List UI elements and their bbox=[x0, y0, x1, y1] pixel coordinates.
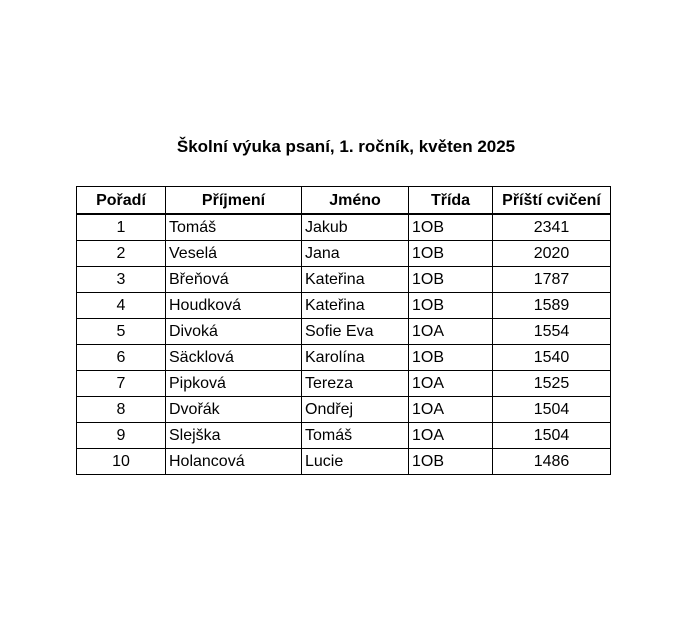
cell-next-exercise: 1589 bbox=[493, 293, 611, 319]
table-row bbox=[77, 423, 611, 449]
cell-surname: Slejška bbox=[166, 423, 302, 449]
cell-order: 8 bbox=[77, 397, 166, 423]
cell-next-exercise: 2341 bbox=[493, 214, 611, 241]
table-row bbox=[77, 319, 611, 345]
cell-surname: Divoká bbox=[166, 319, 302, 345]
cell-class: 1OA bbox=[409, 319, 493, 345]
cell-order: 4 bbox=[77, 293, 166, 319]
cell-class: 1OA bbox=[409, 371, 493, 397]
cell-surname: Säcklová bbox=[166, 345, 302, 371]
cell-first-name: Karolína bbox=[302, 345, 409, 371]
header-next-exercise: Příští cvičení bbox=[493, 187, 611, 215]
cell-order: 2 bbox=[77, 241, 166, 267]
cell-next-exercise: 1540 bbox=[493, 345, 611, 371]
cell-next-exercise: 1504 bbox=[493, 397, 611, 423]
cell-first-name: Jakub bbox=[302, 214, 409, 241]
cell-surname: Dvořák bbox=[166, 397, 302, 423]
table-row bbox=[77, 371, 611, 397]
document-title: Školní výuka psaní, 1. ročník, květen 2025 bbox=[176, 137, 516, 156]
cell-first-name: Lucie bbox=[302, 449, 409, 475]
cell-surname: Holancová bbox=[166, 449, 302, 475]
header-order: Pořadí bbox=[77, 187, 166, 215]
cell-first-name: Sofie Eva bbox=[302, 319, 409, 345]
cell-first-name: Ondřej bbox=[302, 397, 409, 423]
cell-class: 1OB bbox=[409, 267, 493, 293]
cell-class: 1OB bbox=[409, 293, 493, 319]
header-class: Třída bbox=[409, 187, 493, 215]
table-row bbox=[77, 267, 611, 293]
cell-class: 1OB bbox=[409, 214, 493, 241]
cell-first-name: Kateřina bbox=[302, 267, 409, 293]
cell-order: 6 bbox=[77, 345, 166, 371]
table-row bbox=[77, 397, 611, 423]
cell-class: 1OB bbox=[409, 345, 493, 371]
table-row bbox=[77, 345, 611, 371]
cell-class: 1OA bbox=[409, 423, 493, 449]
header-surname: Příjmení bbox=[166, 187, 302, 215]
cell-class: 1OB bbox=[409, 449, 493, 475]
cell-next-exercise: 1554 bbox=[493, 319, 611, 345]
cell-surname: Břeňová bbox=[166, 267, 302, 293]
table-row bbox=[77, 449, 611, 475]
cell-first-name: Kateřina bbox=[302, 293, 409, 319]
cell-order: 10 bbox=[77, 449, 166, 475]
cell-order: 1 bbox=[77, 214, 166, 241]
cell-order: 7 bbox=[77, 371, 166, 397]
cell-class: 1OB bbox=[409, 241, 493, 267]
cell-first-name: Jana bbox=[302, 241, 409, 267]
cell-order: 5 bbox=[77, 319, 166, 345]
cell-next-exercise: 1525 bbox=[493, 371, 611, 397]
table-row bbox=[77, 293, 611, 319]
cell-surname: Veselá bbox=[166, 241, 302, 267]
cell-order: 9 bbox=[77, 423, 166, 449]
header-first-name: Jméno bbox=[302, 187, 409, 215]
table-row bbox=[77, 241, 611, 267]
table-row bbox=[77, 214, 611, 241]
table-header-row bbox=[77, 187, 611, 215]
cell-surname: Tomáš bbox=[166, 214, 302, 241]
cell-next-exercise: 2020 bbox=[493, 241, 611, 267]
cell-surname: Houdková bbox=[166, 293, 302, 319]
cell-next-exercise: 1504 bbox=[493, 423, 611, 449]
cell-first-name: Tereza bbox=[302, 371, 409, 397]
cell-order: 3 bbox=[77, 267, 166, 293]
cell-next-exercise: 1486 bbox=[493, 449, 611, 475]
cell-class: 1OA bbox=[409, 397, 493, 423]
cell-first-name: Tomáš bbox=[302, 423, 409, 449]
cell-next-exercise: 1787 bbox=[493, 267, 611, 293]
cell-surname: Pipková bbox=[166, 371, 302, 397]
results-table bbox=[76, 186, 611, 475]
